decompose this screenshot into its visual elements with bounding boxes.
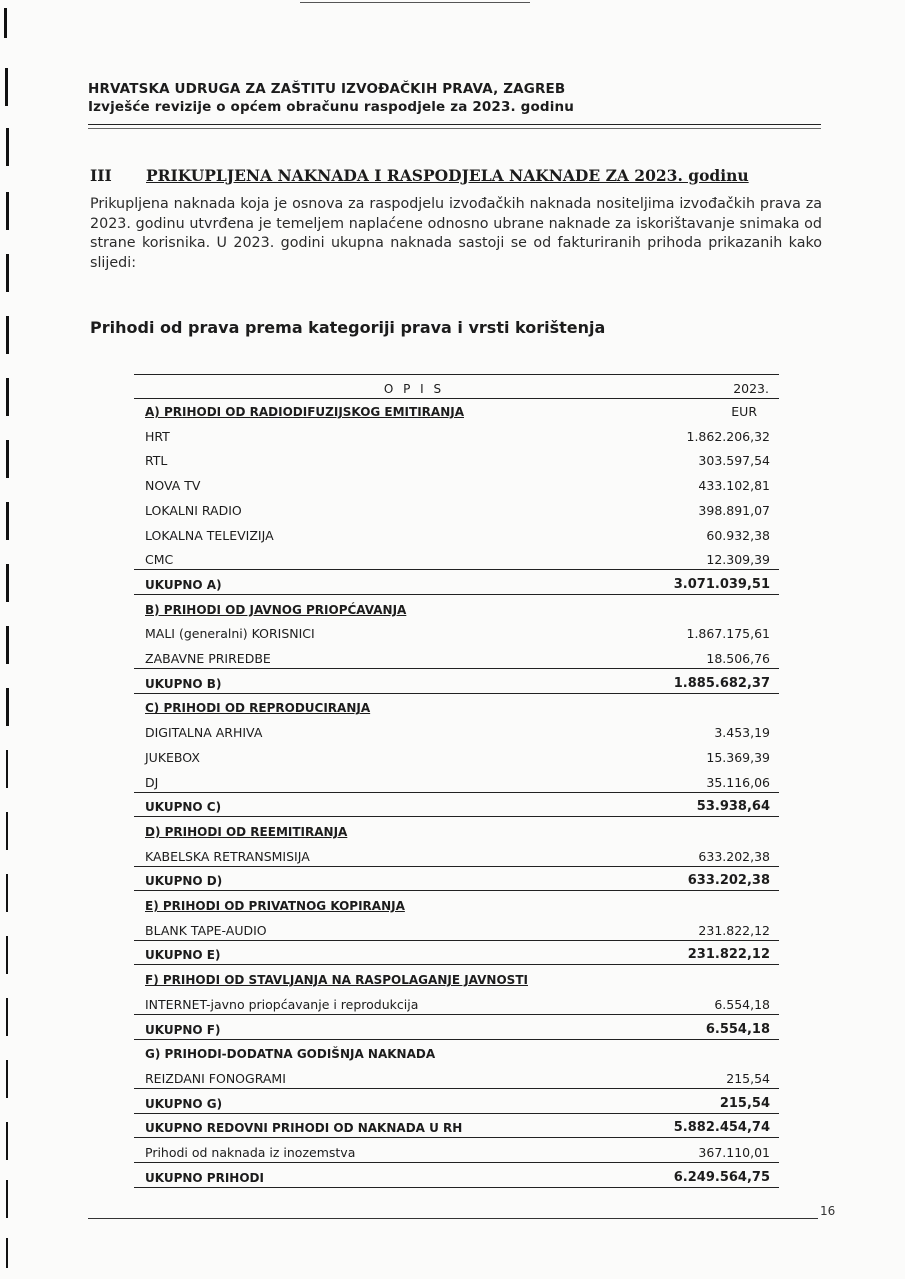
row-label: KABELSKA RETRANSMISIJA xyxy=(145,848,310,864)
row-label: UKUPNO E) xyxy=(145,948,221,963)
table-row xyxy=(134,472,779,495)
row-label: MALI (generalni) KORISNICI xyxy=(145,626,315,642)
category-header-row xyxy=(134,892,779,915)
row-label: E) PRIHODI OD PRIVATNOG KOPIRANJA xyxy=(145,899,405,913)
row-label: DJ xyxy=(145,774,159,790)
binder-punch-marks xyxy=(0,0,30,1279)
row-label: DIGITALNA ARHIVA xyxy=(145,725,263,741)
category-header-row xyxy=(134,398,779,421)
page-number: 16 xyxy=(820,1204,836,1218)
row-label: CMC xyxy=(145,552,174,568)
category-header-row xyxy=(134,694,779,717)
row-label: UKUPNO D) xyxy=(145,874,223,889)
top-scan-line xyxy=(300,2,530,3)
row-value: 3.071.039,51 xyxy=(673,576,770,592)
row-label: INTERNET-javno priopćavanje i reprodukcija xyxy=(145,996,419,1012)
row-value: 1.867.175,61 xyxy=(686,626,770,642)
table-header-row xyxy=(134,375,779,399)
row-value: 35.116,06 xyxy=(706,774,770,790)
section-title: PRIKUPLJENA NAKNADA I RASPODJELA NAKNADE ZA 2023. godinu xyxy=(146,166,749,185)
row-value: 6.554,18 xyxy=(705,1021,770,1037)
row-value: 5.882.454,74 xyxy=(673,1120,770,1136)
section-heading xyxy=(90,166,810,185)
row-label: BLANK TAPE-AUDIO xyxy=(145,922,267,938)
header-rule-secondary xyxy=(88,128,821,129)
table-subtitle: Prihodi od prava prema kategoriji prava i vrsti korištenja xyxy=(90,318,606,337)
subtotal-row xyxy=(134,793,779,817)
row-label: UKUPNO G) xyxy=(145,1096,223,1111)
table-row xyxy=(134,719,779,742)
row-value: 367.110,01 xyxy=(698,1145,770,1160)
table-row xyxy=(134,447,779,470)
row-value: 303.597,54 xyxy=(698,453,770,469)
header-organization: HRVATSKA UDRUGA ZA ZAŠTITU IZVOĐAČKIH PRAVA, ZAGREB xyxy=(88,81,566,97)
table-row xyxy=(134,843,779,867)
row-label: UKUPNO C) xyxy=(145,800,222,815)
section-intro-paragraph: Prikupljena naknada koja je osnova za raspodjelu izvođačkih naknada nositeljima izvođačkih prava za 2023. godinu utvrđena je temeljem naplaćene odnosno ubrane naknade za iskorištavanje snimaka od strane korisnika. U 2023. godini ukupna naknada sastoji se od fakturiranih prihoda prikazanih kako slijedi: xyxy=(90,196,822,271)
row-label: UKUPNO B) xyxy=(145,676,222,691)
row-label: LOKALNI RADIO xyxy=(145,502,242,518)
column-header-description: O P I S xyxy=(383,382,445,396)
row-label: D) PRIHODI OD REEMITIRANJA xyxy=(145,824,348,839)
row-value: 633.202,38 xyxy=(687,873,770,889)
row-value: 15.369,39 xyxy=(706,749,770,765)
row-value: 433.102,81 xyxy=(698,478,770,494)
table-row xyxy=(134,645,779,669)
row-value: 3.453,19 xyxy=(714,725,770,741)
row-label: F) PRIHODI OD STAVLJANJA NA RASPOLAGANJE JAVNOSTI xyxy=(145,973,528,988)
row-value: 231.822,12 xyxy=(687,947,770,963)
row-label: UKUPNO A) xyxy=(145,577,222,592)
table-row xyxy=(134,423,779,446)
table-row xyxy=(134,522,779,545)
row-label: UKUPNO F) xyxy=(145,1022,221,1037)
row-label: UKUPNO PRIHODI xyxy=(145,1170,264,1185)
row-value: 6.554,18 xyxy=(714,996,770,1012)
row-value: 1.862.206,32 xyxy=(686,428,770,444)
row-label: ZABAVNE PRIREDBE xyxy=(145,651,271,666)
row-label: REIZDANI FONOGRAMI xyxy=(145,1070,286,1086)
column-header-year: 2023. xyxy=(733,381,769,396)
table-row xyxy=(134,769,779,793)
row-value: 60.932,38 xyxy=(706,527,770,543)
row-label: UKUPNO REDOVNI PRIHODI OD NAKNADA U RH xyxy=(145,1121,463,1136)
footer-rule xyxy=(88,1218,818,1219)
table-row xyxy=(134,546,779,570)
subtotal-row xyxy=(134,1090,779,1114)
subtotal-row xyxy=(134,867,779,891)
row-value: 215,54 xyxy=(726,1070,770,1086)
table-row xyxy=(134,744,779,767)
row-value: EUR xyxy=(731,404,757,419)
table-row xyxy=(134,991,779,1015)
subtotal-row xyxy=(134,941,779,965)
table-row xyxy=(134,1139,779,1163)
subtotal-row xyxy=(134,1114,779,1138)
header-rule xyxy=(88,124,821,125)
row-label: B) PRIHODI OD JAVNOG PRIOPĆAVANJA xyxy=(145,602,407,617)
row-label: A) PRIHODI OD RADIODIFUZIJSKOG EMITIRANJA xyxy=(145,405,464,419)
row-label: G) PRIHODI-DODATNA GODIŠNJA NAKNADA xyxy=(145,1047,436,1062)
row-label: NOVA TV xyxy=(145,478,201,494)
table-row xyxy=(134,620,779,643)
row-value: 215,54 xyxy=(719,1095,770,1111)
category-header-row xyxy=(134,596,779,619)
table-row xyxy=(134,1065,779,1089)
subtotal-row xyxy=(134,1016,779,1040)
table-row xyxy=(134,917,779,941)
category-header-row xyxy=(134,818,779,841)
row-value: 6.249.564,75 xyxy=(673,1169,770,1185)
row-label: Prihodi od naknada iz inozemstva xyxy=(145,1145,356,1160)
table-row xyxy=(134,497,779,520)
header-report-title: Izvješće revizije o općem obračunu raspodjele za 2023. godinu xyxy=(88,99,574,115)
row-value: 18.506,76 xyxy=(706,651,770,666)
row-label: RTL xyxy=(145,453,168,469)
row-label: JUKEBOX xyxy=(145,749,200,765)
section-number: III xyxy=(90,166,112,185)
subtotal-row xyxy=(134,670,779,694)
row-value: 231.822,12 xyxy=(698,922,770,938)
row-label: C) PRIHODI OD REPRODUCIRANJA xyxy=(145,701,371,716)
subtotal-row xyxy=(134,571,779,595)
row-value: 633.202,38 xyxy=(698,848,770,864)
subtotal-row xyxy=(134,1164,779,1188)
row-value: 398.891,07 xyxy=(698,502,770,518)
category-header-row xyxy=(134,1040,779,1063)
category-header-row xyxy=(134,966,779,989)
document-header xyxy=(88,80,818,116)
row-label: LOKALNA TELEVIZIJA xyxy=(145,527,274,543)
row-value: 53.938,64 xyxy=(696,799,770,815)
row-value: 12.309,39 xyxy=(706,552,770,568)
row-label: HRT xyxy=(145,428,170,444)
row-value: 1.885.682,37 xyxy=(673,675,770,691)
